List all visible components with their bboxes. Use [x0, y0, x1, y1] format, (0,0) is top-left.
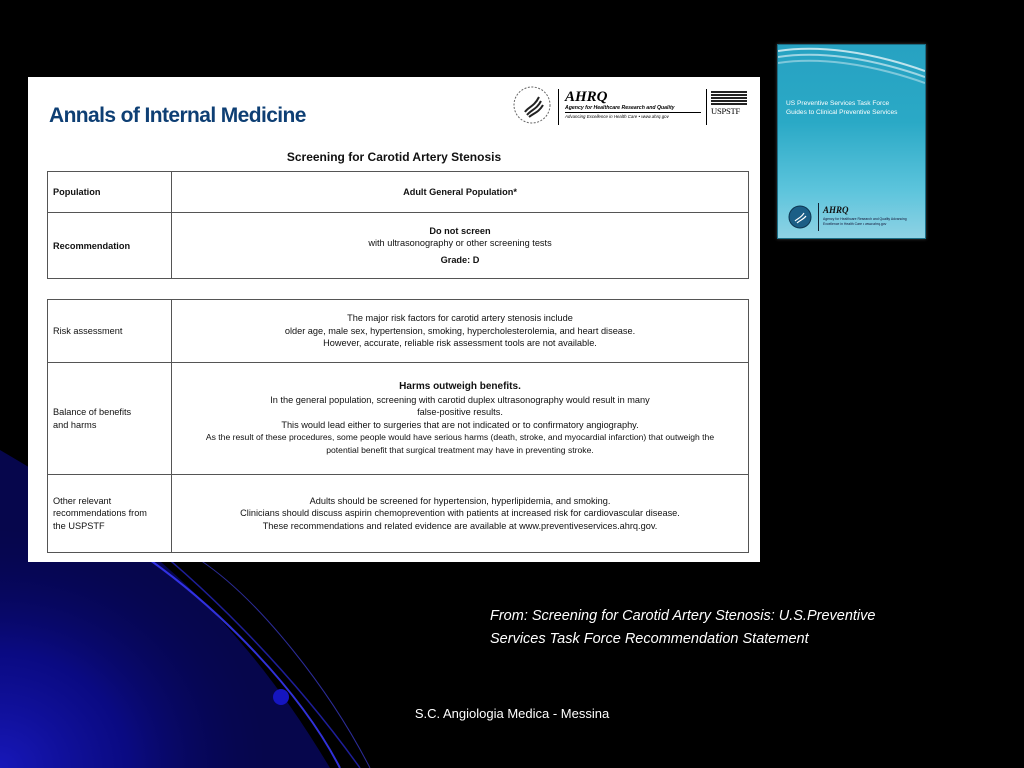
value-line: false-positive results. — [417, 407, 503, 417]
cover-hhs-seal-icon — [788, 205, 812, 229]
cover-divider — [818, 203, 819, 231]
slide-footer: S.C. Angiologia Medica - Messina — [414, 706, 610, 721]
value-line: Do not screen — [429, 225, 491, 236]
cover-arcs-icon — [778, 45, 925, 85]
cover-title-line1: US Preventive Services Task Force — [786, 100, 890, 107]
label-line: Balance of benefits — [53, 407, 132, 417]
value-line: This would lead either to surgeries that are not indicated or to confirmatory angiography. — [281, 419, 639, 430]
recommendation-table — [47, 171, 749, 279]
caption-line2: Services Task Force Recommendation Statement — [490, 631, 809, 647]
usptf-logo — [706, 89, 751, 125]
row-label — [48, 475, 172, 553]
row-label: Recommendation — [48, 213, 172, 279]
value-line: Harms outweigh benefits. — [399, 381, 521, 392]
value-line: However, accurate, reliable risk assessment tools are not available. — [323, 338, 597, 349]
caption-line1: From: Screening for Carotid Artery Stenosis: U.S.Preventive — [490, 608, 876, 624]
table-row — [48, 213, 749, 279]
value-line: Adult General Population* — [403, 186, 517, 197]
value-line: older age, male sex, hypertension, smoking, hypercholesterolemia, and heart disease. — [284, 325, 636, 336]
table-row — [48, 300, 749, 363]
value-line: In the general population, screening with carotid duplex ultrasonography would result in many — [270, 394, 650, 405]
value-line: Grade: D — [440, 254, 480, 265]
value-line: The major risk factors for carotid artery stenosis include — [347, 313, 573, 324]
value-line: potential benefit that surgical treatment may have in preventing stroke. — [326, 444, 594, 455]
value-line: with ultrasonography or other screening tests — [368, 238, 552, 249]
row-label — [48, 300, 172, 363]
cover-title-line2: Guides to Clinical Preventive Services — [786, 109, 898, 116]
row-value — [172, 475, 749, 553]
journal-title: Annals of Internal Medicine — [49, 104, 306, 127]
row-value — [172, 213, 749, 279]
article-table-image — [28, 77, 760, 562]
value-line: These recommendations and related evidence are available at www.preventiveservices.ahrq.gov. — [262, 520, 658, 531]
value-line: Clinicians should discuss aspirin chemoprevention with patients at increased risk for cardiovascular disease. — [240, 508, 680, 519]
label-line: and harms — [53, 419, 97, 430]
usptf-text: USPSTF — [711, 106, 741, 116]
row-label: Population — [48, 172, 172, 213]
details-table — [47, 299, 749, 553]
ahrq-name: Agency for Healthcare Research and Quality — [565, 105, 701, 113]
ahrq-logo — [558, 89, 701, 125]
label-line: Other relevant — [53, 495, 112, 506]
cover-title — [786, 99, 920, 117]
label-line: Risk assessment — [53, 325, 123, 336]
label-line: the USPSTF — [53, 520, 105, 531]
table-heading: Screening for Carotid Artery Stenosis — [286, 150, 502, 164]
row-value — [172, 300, 749, 363]
source-caption — [490, 605, 930, 651]
value-line: As the result of these procedures, some people would have serious harms (death, stroke, and myocardial infarction) that outweigh the — [205, 432, 715, 442]
value-line: Adults should be screened for hypertension, hyperlipidemia, and smoking. — [309, 495, 611, 506]
row-value — [172, 172, 749, 213]
cover-ahrq-mark: AHRQ — [823, 205, 849, 215]
table-row — [48, 363, 749, 475]
hhs-seal-icon — [512, 85, 552, 125]
table-row — [48, 475, 749, 553]
ahrq-tagline: Advancing Excellence in Health Care • www.ahrq.gov — [565, 114, 669, 119]
ahrq-mark: AHRQ — [565, 89, 608, 105]
agency-logos — [512, 83, 752, 127]
table-row — [48, 172, 749, 213]
label-line: recommendations from — [53, 508, 147, 519]
row-label — [48, 363, 172, 475]
usptf-bars-icon — [711, 91, 747, 105]
cover-tagline: Agency for Healthcare Research and Quality Advancing Excellence in Health Care • www.ahrq.gov — [823, 217, 907, 226]
uspstf-guide-cover — [777, 44, 926, 239]
row-value — [172, 363, 749, 475]
